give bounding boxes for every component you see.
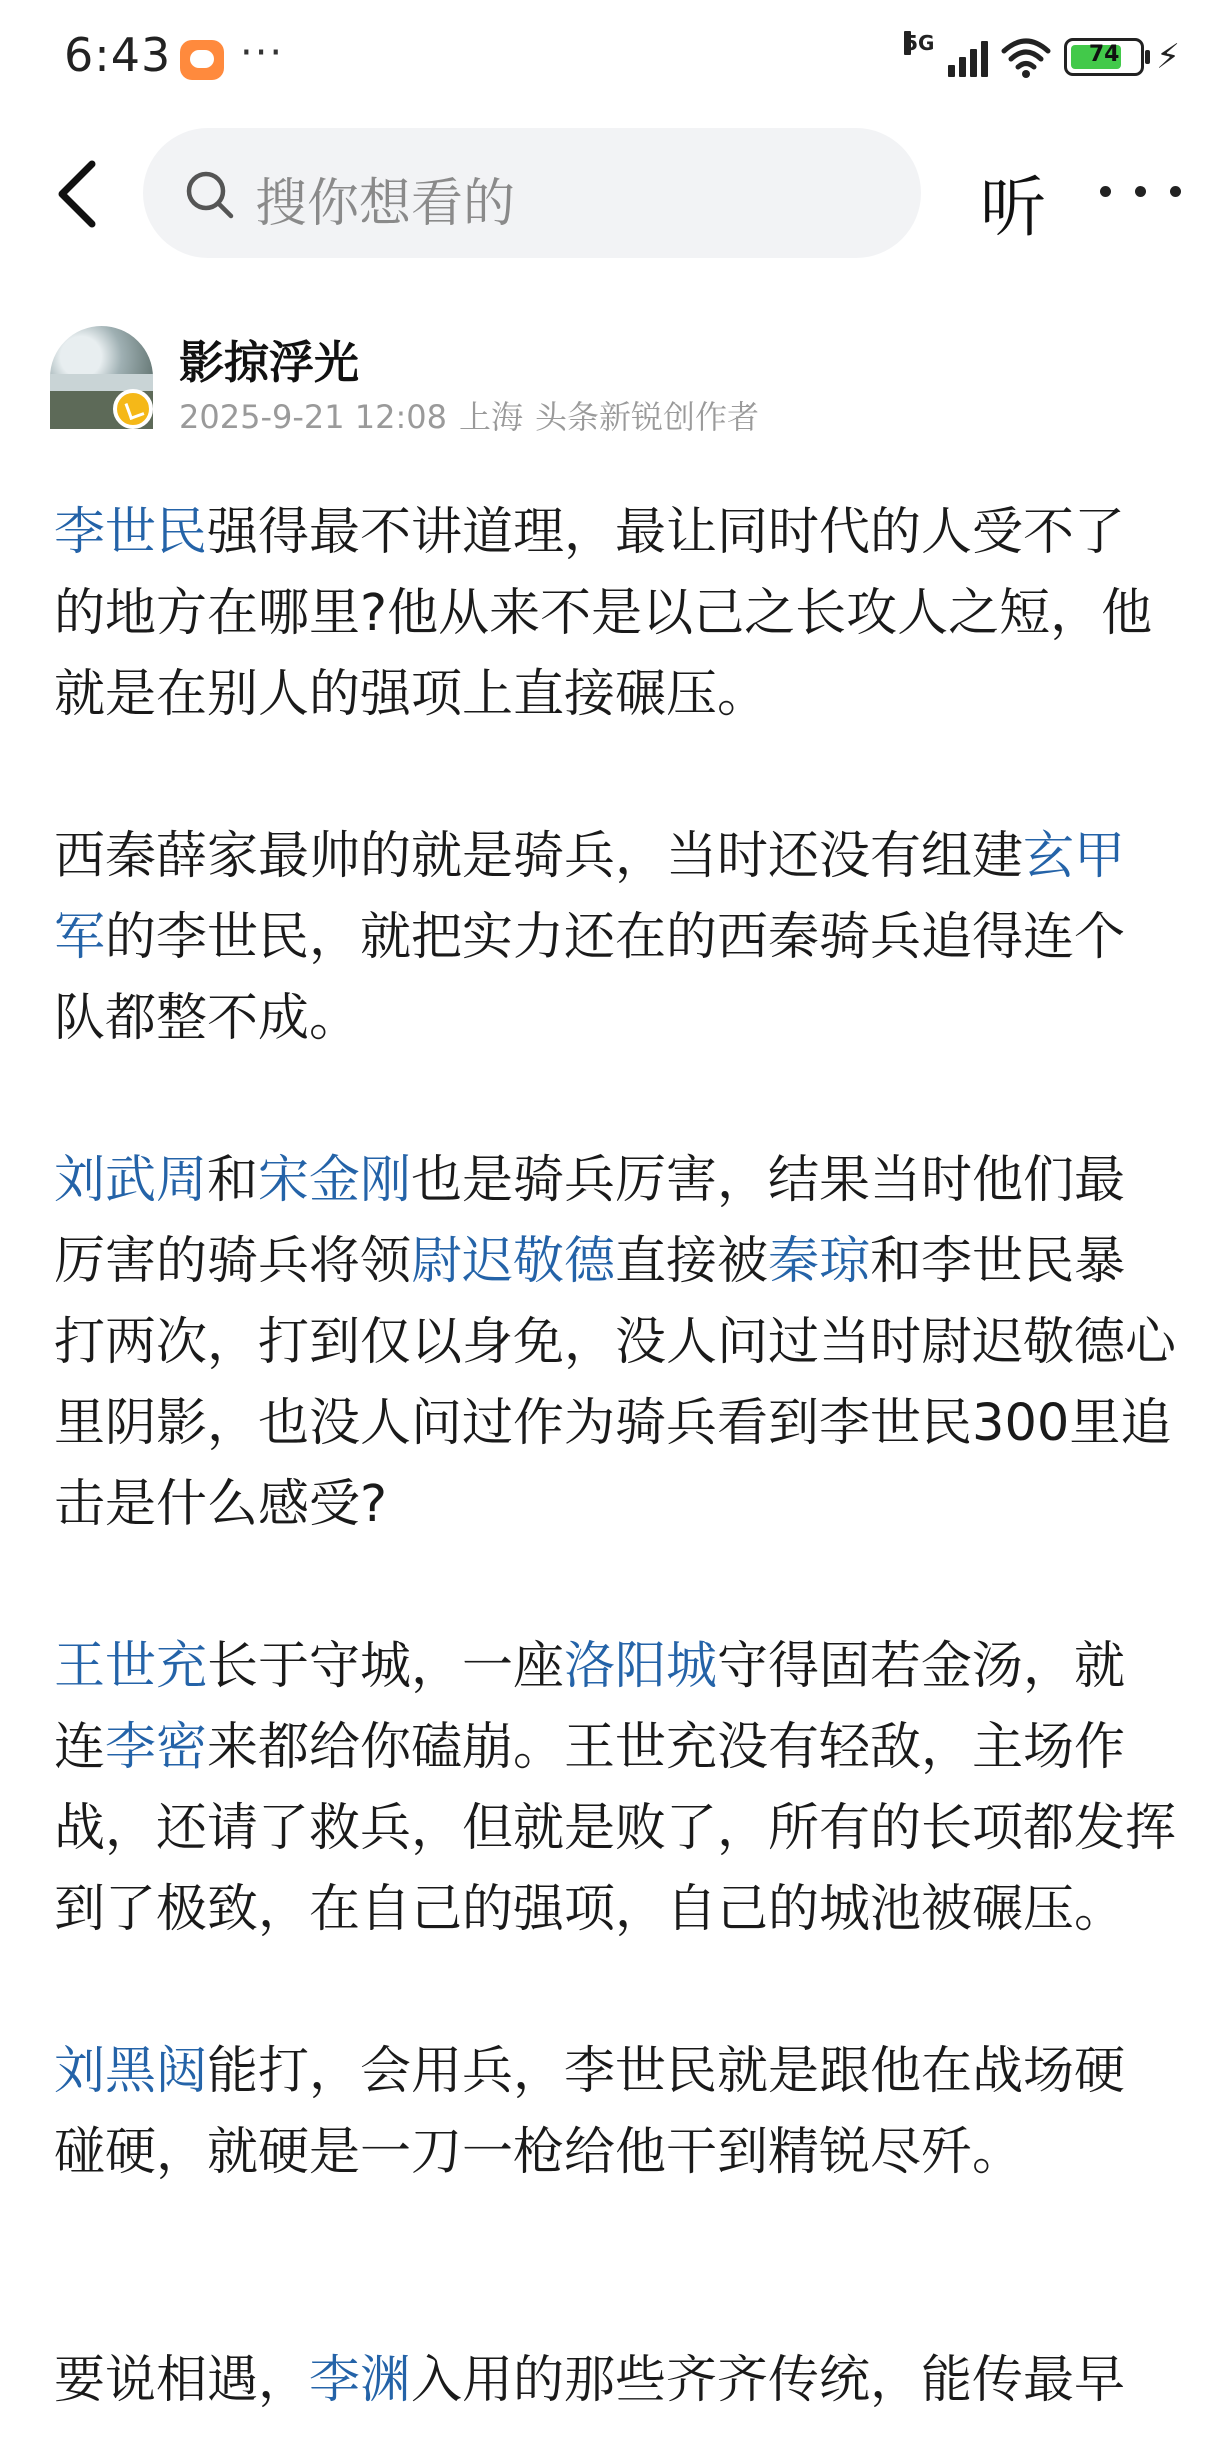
app-notification-icon [180,40,224,80]
entity-link[interactable]: 宋金刚 [258,1151,412,1210]
back-button[interactable] [48,154,118,234]
paragraph-text: 和李世民暴打两次，打到仅以身免，没人问过当时尉迟敬德心里阴影，也没人问过作为骑兵看到李世民300里追击是什么感受? [54,1232,1177,1534]
entity-link[interactable]: 李世民 [54,503,208,562]
article-paragraph [54,1140,1176,1545]
entity-link[interactable]: 李密 [105,1718,208,1777]
paragraph-text: 也是骑兵厉害，结果当时他们最厉害的骑兵将领 [54,1151,1126,1291]
article-paragraph [54,816,1176,1059]
paragraph-text: 西秦薛家最帅的就是骑兵，当时还没有组建 [54,827,1024,886]
article-paragraph [54,492,1176,735]
cellular-signal-icon [904,31,988,77]
paragraph-text: 要说相遇， [54,2351,310,2410]
paragraph-text: 能打，会用兵，李世民就是跟他在战场硬碰硬，就硬是一刀一枪给他干到精锐尽歼。 [54,2042,1126,2182]
paragraph-text: 来都给你磕崩。王世充没有轻敌，主场作战，还请了救兵，但就是败了，所有的长项都发挥到了极致，在自己的强项，自己的城池被碾压。 [54,1718,1177,1939]
paragraph-text: 强得最不讲道理，最让同时代的人受不了的地方在哪里?他从来不是以己之长攻人之短，他就是在别人的强项上直接碾压。 [54,503,1153,724]
status-bar [0,0,1220,110]
entity-link[interactable]: 刘武周 [54,1151,208,1210]
paragraph-text: 直接被 [615,1232,769,1291]
network-type: 5G [904,31,935,55]
article-paragraph [54,2031,1176,2193]
search-icon [183,168,237,222]
charging-icon: ⚡ [1156,37,1180,77]
author-header [50,326,1180,436]
entity-link[interactable]: 玄甲军 [54,827,1126,967]
search-placeholder: 搜你想看的 [255,174,516,234]
paragraph-text: 的李世民，就把实力还在的西秦骑兵追得连个队都整不成。 [54,908,1126,1048]
listen-button[interactable]: 听 [980,169,1046,246]
paragraph-text: 和 [207,1151,259,1210]
author-meta [179,392,771,438]
battery-icon [1064,38,1144,76]
status-time: 6:43 [64,28,172,82]
article-body [54,492,1176,2451]
search-bar[interactable] [143,128,921,258]
entity-link[interactable]: 王世充 [54,1637,208,1696]
article-paragraph [54,1626,1176,1950]
paragraph-text: 守得固若金汤，就连 [54,1637,1126,1777]
author-name[interactable]: 影掠浮光 [179,336,360,389]
entity-link[interactable]: 洛阳城 [564,1637,718,1696]
article-paragraph [54,2340,1176,2410]
top-nav-bar [0,128,1220,258]
publish-location: 上海 [459,398,524,436]
entity-link[interactable]: 李渊 [309,2351,412,2410]
author-title: 头条新锐创作者 [535,398,760,436]
more-notifications-icon: ··· [240,30,285,76]
entity-link[interactable]: 秦琼 [768,1232,871,1291]
entity-link[interactable]: 尉迟敬德 [411,1232,616,1291]
battery-level: 74 [1088,42,1120,67]
publish-date: 2025-9-21 12:08 [179,398,447,436]
wifi-icon [1000,35,1052,79]
verified-badge-icon [113,389,153,429]
more-options-button[interactable] [1096,172,1186,212]
paragraph-text: 长于守城，一座 [207,1637,565,1696]
paragraph-text: 入用的那些齐齐传统，能传最早 [411,2351,1126,2410]
entity-link[interactable]: 刘黑闼 [54,2042,208,2101]
